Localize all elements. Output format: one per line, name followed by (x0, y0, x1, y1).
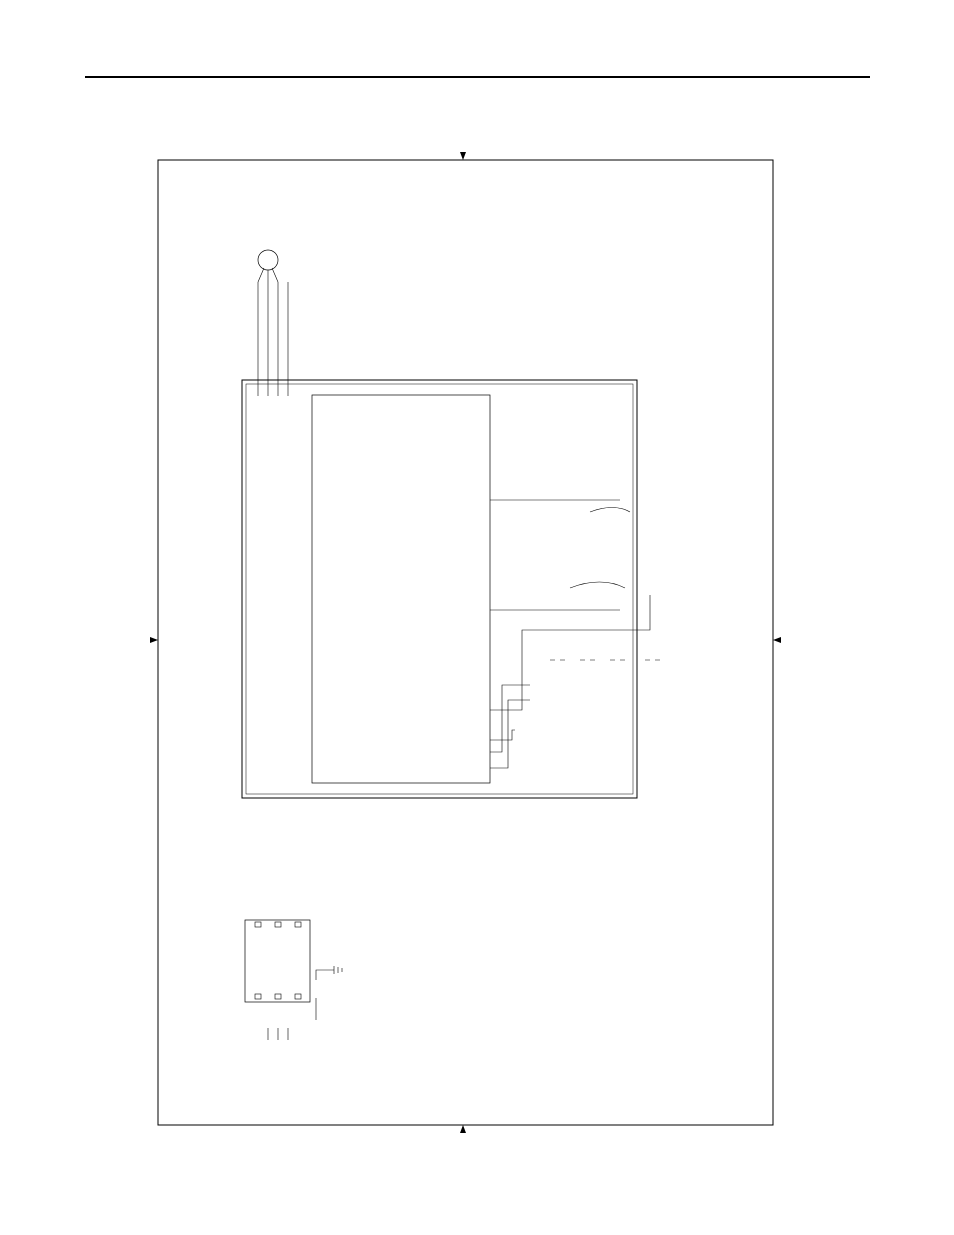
drive-inner-border (246, 384, 633, 794)
drawing-border (158, 160, 773, 1125)
drive-enclosure (242, 380, 637, 798)
motor-leads (258, 268, 288, 396)
center-marker-top (460, 152, 466, 160)
interconnect-drawing (150, 140, 790, 1150)
control-board-box (312, 395, 490, 783)
center-marker-left (150, 637, 158, 643)
field-wiring (490, 500, 660, 768)
center-marker-right (773, 637, 781, 643)
disconnect-switch-box (245, 920, 310, 1002)
center-marker-bottom (460, 1125, 466, 1133)
motor-symbol (258, 250, 278, 270)
disconnect-wiring (255, 922, 342, 1040)
header-rule (85, 76, 870, 78)
